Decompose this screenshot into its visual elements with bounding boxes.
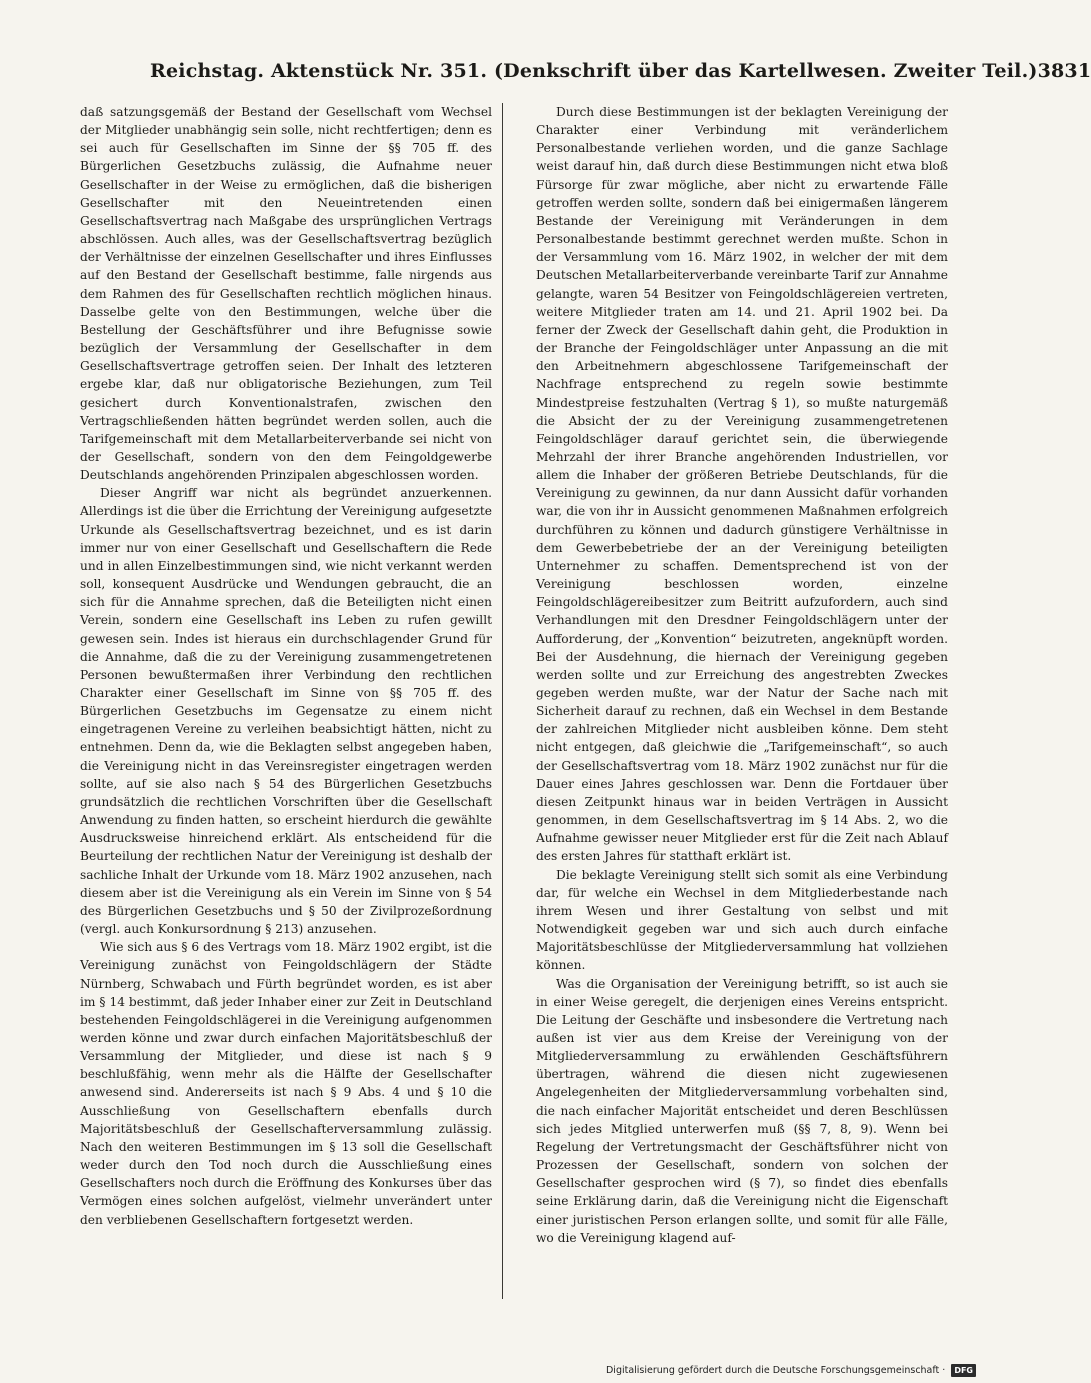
column-divider (502, 103, 503, 1299)
dfg-logo-icon: DFG (951, 1364, 976, 1377)
header-title: Reichstag. Aktenstück Nr. 351. (Denkschrift über das Kartellwesen. Zweiter Teil.) (150, 60, 1038, 82)
paragraph: Wie sich aus § 6 des Vertrags vom 18. März 1902 ergibt, ist die Vereinigung zunächst von Feingoldschlägern der Städte Nürnberg, Schwabach und Fürth begründet worden, es ist aber im § 14 bestimmt, daß jeder Inhaber einer zur Zeit in Deutschland bestehenden Feingoldschlägerei in die Vereinigung aufgenommen werden könne und zwar durch einfachen Majoritätsbeschluß der Versammlung der Mitglieder, und diese ist nach § 9 beschlußfähig, wenn mehr als die Hälfte der Gesellschafter anwesend sind. Andererseits ist nach § 9 Abs. 4 und § 10 die Ausschließung von Gesellschaftern ebenfalls durch Majoritätsbeschluß der Gesellschafterversammlung zulässig. Nach den weiteren Bestimmungen im § 13 soll die Gesellschaft weder durch den Tod noch durch die Ausschließung eines Gesellschafters noch durch die Eröffnung des Konkurses über das Vermögen eines solchen aufgelöst, vielmehr unverändert unter den verbliebenen Gesellschaftern fortgesetzt werden. (80, 940, 492, 1227)
paragraph: Durch diese Bestimmungen ist der beklagten Vereinigung der Charakter einer Verbindung mit veränderlichem Personalbestande verliehen worden, und die ganze Sachlage weist darauf hin, daß durch diese Bestimmungen nicht etwa bloß Fürsorge für zwar mögliche, aber nicht zu erwartende Fälle getroffen werden sollte, sondern daß bei einigermaßen längerem Bestande der Vereinigung mit Veränderungen in dem Personalbestande bestimmt gerechnet werden mußte. Schon in der Versammlung vom 16. März 1902, in welcher der mit dem Deutschen Metallarbeiterverbande vereinbarte Tarif zur Annahme gelangte, waren 54 Besitzer von Feingoldschlägereien vertreten, weitere Mitglieder traten am 14. und 21. April 1902 bei. Da ferner der Zweck der Gesellschaft dahin geht, die Produktion in der Branche der Feingoldschläger unter Anpassung an die mit den Arbeitnehmern abgeschlossene Tarifgemeinschaft der Nachfrage entsprechend zu regeln sowie bestimmte Mindestpreise festzuhalten (Vertrag § 1), so mußte naturgemäß die Absicht der zu der Vereinigung zusammengetretenen Feingoldschläger darauf gerichtet sein, die überwiegende Mehrzahl der ihrer Branche angehörenden Industriellen, vor allem die Inhaber der größeren Betriebe Deutschlands, für die Vereinigung zu gewinnen, da nur dann Aussicht dafür vorhanden war, die von ihr in Aussicht genommenen Maßnahmen erfolgreich durchführen zu können und dadurch günstigere Verhältnisse in dem Gewerbebetriebe der an der Vereinigung beteiligten Unternehmer zu schaffen. Dementsprechend ist von der Vereinigung beschlossen worden, einzelne Feingoldschlägereibesitzer zum Beitritt aufzufordern, auch sind Verhandlungen mit den Dresdner Feingoldschlägern unter der Aufforderung, der „Konvention“ beizutreten, angeknüpft worden. Bei der Ausdehnung, die hiernach der Vereinigung gegeben werden sollte und zur Erreichung des angestrebten Zweckes gegeben werden mußte, war der Natur der Sache nach mit Sicherheit darauf zu rechnen, daß ein Wechsel in dem Bestande der zahlreichen Mitglieder nicht ausbleiben könne. Dem steht nicht entgegen, daß gleichwie die „Tarifgemeinschaft“, so auch der Gesellschaftsvertrag vom 18. März 1902 zunächst nur für die Dauer eines Jahres geschlossen war. Denn die Fortdauer über diesen Zeitpunkt hinaus war in beiden Verträgen in Aussicht genommen, in dem Gesellschaftsvertrag im § 14 Abs. 2, wo die Aufnahme gewisser neuer Mitglieder erst für die Zeit nach Ablauf des ersten Jahres für statthaft erklärt ist. (536, 105, 948, 864)
page-number: 3831 (1037, 60, 1091, 82)
paragraph: daß satzungsgemäß der Bestand der Gesellschaft vom Wechsel der Mitglieder unabhängig sein solle, nicht rechtfertigen; denn es sei auch für Gesellschaften im Sinne der §§ 705 ff. des Bürgerlichen Gesetzbuchs zulässig, die Aufnahme neuer Gesellschafter in der Weise zu ermöglichen, daß die bisherigen Gesellschafter mit den Neueintretenden einen Gesellschaftsvertrag nach Maßgabe des ursprünglichen Vertrags abschlössen. Auch alles, was der Gesellschaftsvertrag bezüglich der Verhältnisse der einzelnen Gesellschafter und ihres Einflusses auf den Bestand der Gesellschaft bestimme, falle nirgends aus dem Rahmen des für Gesellschaften rechtlich möglichen hinaus. Dasselbe gelte von den Bestimmungen, welche über die Bestellung der Geschäftsführer und ihre Befugnisse sowie bezüglich der Versammlung der Gesellschafter in dem Gesellschaftsvertrage getroffen seien. Der Inhalt des letzteren ergebe klar, daß nur obligatorische Beziehungen, zum Teil gesichert durch Konventionalstrafen, zwischen den Vertragschließenden hätten begründet werden sollen, auch die Tarifgemeinschaft mit dem Metallarbeiterverbande sei nicht von der Gesellschaft, sondern von den dem Feingoldgewerbe Deutschlands angehörenden Prinzipalen abgeschlossen worden. (80, 105, 492, 483)
right-column (536, 103, 948, 1299)
left-column (80, 103, 492, 1299)
footer-text: Digitalisierung gefördert durch die Deutsche Forschungsgemeinschaft · (605, 1365, 946, 1376)
paragraph: Dieser Angriff war nicht als begründet anzuerkennen. Allerdings ist die über die Errichtung der Vereinigung aufgesetzte Urkunde als Gesellschaftsvertrag bezeichnet, und es ist darin immer nur von einer Gesellschaft und Gesellschaftern die Rede und in allen Einzelbestimmungen sind, wie nicht verkannt werden soll, konsequent Ausdrücke und Wendungen gebraucht, die an sich für die Annahme sprechen, daß die Beteiligten nicht einen Verein, sondern eine Gesellschaft ins Leben zu rufen gewillt gewesen sein. Indes ist hieraus ein durchschlagender Grund für die Annahme, daß die zu der Vereinigung zusammengetretenen Personen bewußtermaßen ihrer Verbindung den rechtlichen Charakter einer Gesellschaft im Sinne von §§ 705 ff. des Bürgerlichen Gesetzbuchs im Gegensatze zu einem nicht eingetragenen Vereine zu verleihen beabsichtigt hätten, nicht zu entnehmen. Denn da, wie die Beklagten selbst angegeben haben, die Vereinigung nicht in das Vereinsregister eingetragen werden sollte, auf sie also nach § 54 des Bürgerlichen Gesetzbuchs grundsätzlich die rechtlichen Vorschriften über die Gesellschaft Anwendung zu finden hatten, so erscheint hierdurch die gewählte Ausdrucksweise hinreichend erklärt. Als entscheidend für die Beurteilung der rechtlichen Natur der Vereinigung ist deshalb der sachliche Inhalt der Urkunde vom 18. März 1902 anzusehen, nach diesem aber ist die Vereinigung als ein Verein im Sinne von § 54 des Bürgerlichen Gesetzbuchs und § 50 der Zivilprozeßordnung (vergl. auch Konkursordnung § 213) anzusehen. (80, 486, 492, 937)
running-header (150, 60, 1091, 82)
paragraph: Was die Organisation der Vereinigung betrifft, so ist auch sie in einer Weise geregelt, die derjenigen eines Vereins entspricht. Die Leitung der Geschäfte und insbesondere die Vertretung nach außen ist vier aus dem Kreise der Vereinigung von der Mitgliederversammlung zu erwählenden Geschäftsführern übertragen, während die diesen nicht zugewiesenen Angelegenheiten der Mitgliederversammlung vorbehalten sind, die nach einfacher Majorität entscheidet und deren Beschlüssen sich jedes Mitglied unterwerfen muß (§§ 7, 8, 9). Wenn bei Regelung der Vertretungsmacht der Geschäftsführer nicht von Prozessen der Gesellschaft, sondern von solchen der Gesellschafter gesprochen wird (§ 7), so findet dies ebenfalls seine Erklärung darin, daß die Vereinigung nicht die Eigenschaft einer juristischen Person erlangen sollte, und somit für alle Fälle, wo die Vereinigung klagend auf- (536, 976, 948, 1245)
text-columns (80, 103, 948, 1299)
footer-credit (606, 1364, 976, 1377)
paragraph: Die beklagte Vereinigung stellt sich somit als eine Verbindung dar, für welche ein Wechsel in dem Mitgliederbestande nach ihrem Wesen und ihrer Gestaltung von selbst und mit Notwendigkeit gegeben war und sich auch durch einfache Majoritätsbeschlüsse der Mitgliederversammlung hat vollziehen können. (536, 867, 948, 973)
